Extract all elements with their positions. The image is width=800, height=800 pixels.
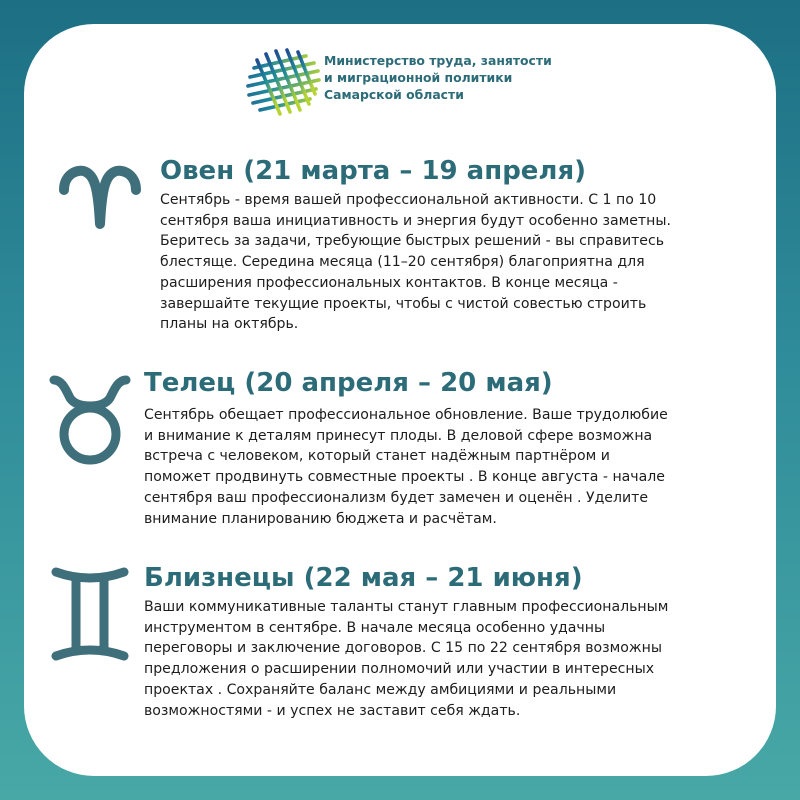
text-line: расширения профессиональных контактов. В конце месяца - xyxy=(160,274,618,291)
text-line: сентября ваша инициативность и энергия будут особенно заметны. xyxy=(160,212,671,229)
sign-title: Телец (20 апреля – 20 мая) xyxy=(144,368,553,398)
ministry-logo-icon xyxy=(246,46,322,118)
text-line: проектах . Сохраняйте баланс между амбициями и реальными xyxy=(144,681,617,698)
text-line: Беритесь за задачи, требующие быстрых решений - вы справитесь xyxy=(160,233,665,250)
sign-description xyxy=(160,190,760,335)
sign-title: Овен (21 марта – 19 апреля) xyxy=(160,156,587,186)
text-line: блестяще. Середина месяца (11–20 сентября) благоприятна для xyxy=(160,254,645,271)
sign-title: Близнецы (22 мая – 21 июня) xyxy=(144,563,583,593)
sign-description xyxy=(144,405,744,529)
text-line: планы на октябрь. xyxy=(160,316,299,333)
ministry-name-line: Министерство труда, занятости xyxy=(324,53,552,68)
sign-description xyxy=(144,597,744,721)
text-line: внимание планированию бюджета и расчётам. xyxy=(144,510,497,527)
ministry-name-line: и миграционной политики xyxy=(324,70,513,85)
horoscope-card xyxy=(24,24,776,776)
text-line: переговоры и заключение договоров. С 15 по 22 сентября возможны xyxy=(144,640,662,657)
text-line: сентября ваш профессионализм будет замечен и оценён . Уделите xyxy=(144,489,649,506)
text-line: и внимание к деталям принесут плоды. В деловой сфере возможна xyxy=(144,427,653,444)
text-line: Сентябрь обещает профессиональное обновление. Ваше трудолюбие xyxy=(144,407,668,423)
ministry-name-line: Самарской области xyxy=(324,87,464,102)
text-line: встреча с человеком, который станет надёжным партнёром и xyxy=(144,448,610,465)
text-line: инструментом в сентябре. В начале месяца особенно удачны xyxy=(144,619,606,636)
text-line: возможностями - и успех не заставит себя ждать. xyxy=(144,702,521,719)
text-line: поможет продвинуть совместные проекты . В конце августа - начале xyxy=(144,469,665,486)
text-line: Сентябрь - время вашей профессиональной активности. С 1 по 10 xyxy=(160,192,657,208)
header xyxy=(246,46,586,118)
gemini-icon xyxy=(50,562,130,666)
taurus-icon xyxy=(48,368,132,472)
text-line: Ваши коммуникативные таланты станут главным профессиональным xyxy=(144,599,669,615)
aries-icon xyxy=(56,160,144,232)
text-line: предложения о расширении полномочий или участии в интересных xyxy=(144,661,655,678)
ministry-name xyxy=(324,52,584,103)
text-line: завершайте текущие проекты, чтобы с чистой совестью строить xyxy=(160,295,647,312)
